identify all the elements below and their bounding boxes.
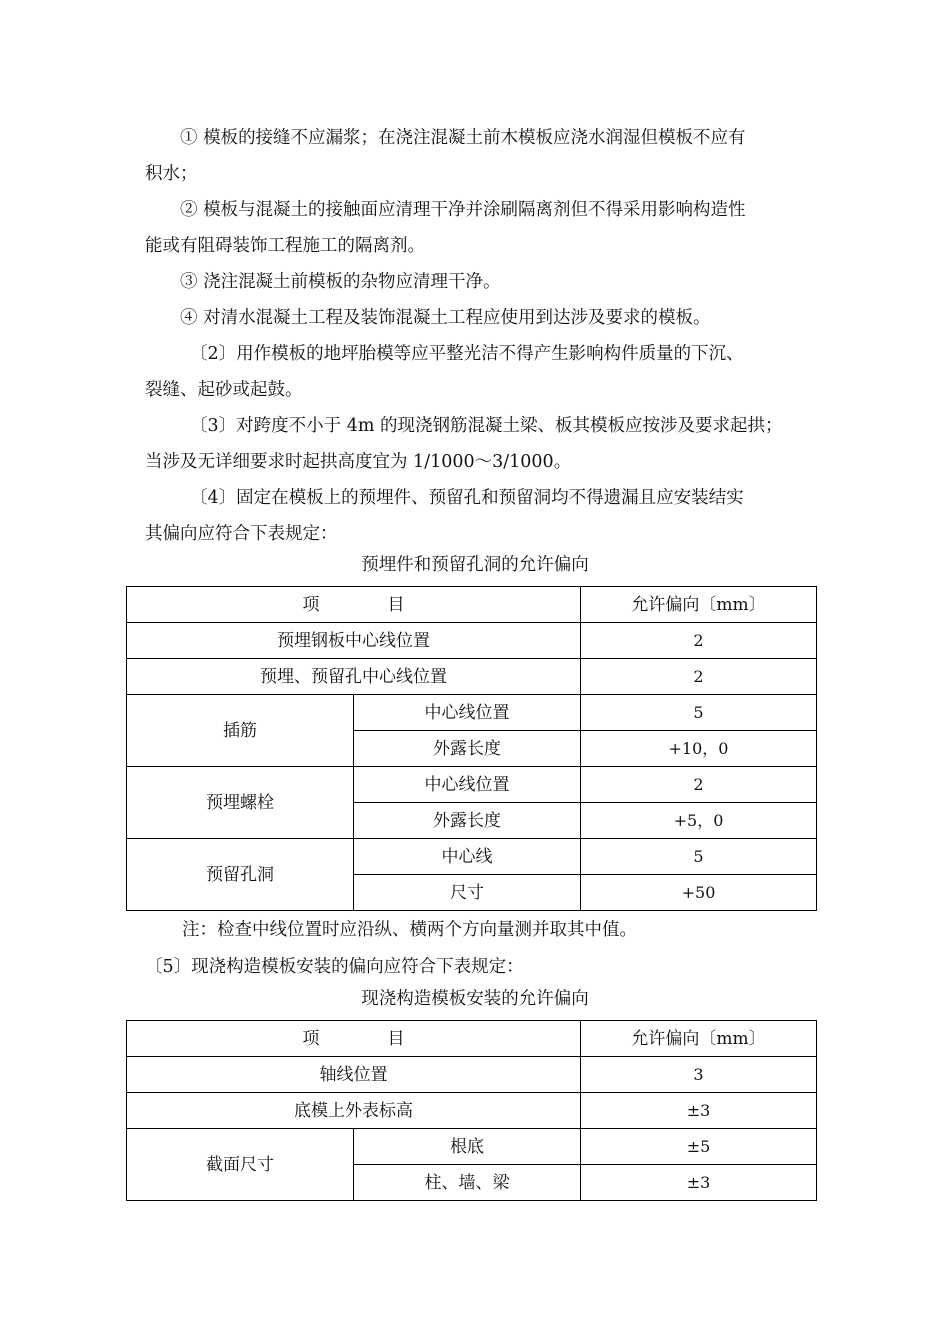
table-cell: 中心线位置: [354, 695, 581, 731]
table1-title: 预埋件和预留孔洞的允许偏向: [361, 555, 589, 575]
paragraph-2a: ② 模板与混凝土的接触面应清理干净并涂刷隔离剂但不得采用影响构造性: [180, 200, 746, 220]
paragraph-4: ④ 对清水混凝土工程及装饰混凝土工程应使用到达涉及要求的模板。: [180, 308, 711, 328]
table-cell: +50: [581, 875, 817, 911]
table-group-cell: 截面尺寸: [127, 1129, 354, 1201]
table-cell: 2: [581, 659, 817, 695]
table-group-cell: 插筋: [127, 695, 354, 767]
table-row: [127, 1093, 817, 1129]
table-cell: ±3: [581, 1093, 817, 1129]
table-group-cell: 预留孔洞: [127, 839, 354, 911]
table-row: [127, 587, 817, 623]
table-cell: 外露长度: [354, 803, 581, 839]
table-cell: +5，0: [581, 803, 817, 839]
table-row: [127, 1021, 817, 1057]
paragraph-6a: 〔3〕对跨度不小于 4m 的现浇钢筋混凝土梁、板其模板应按涉及要求起拱；: [190, 416, 783, 436]
table-cell: ±5: [581, 1129, 817, 1165]
table-cell: 柱、墙、梁: [354, 1165, 581, 1201]
paragraph-8: 〔5〕现浇构造模板安装的偏向应符合下表规定：: [145, 957, 524, 977]
table2-header-item: 项 目: [127, 1021, 581, 1057]
table-row: [127, 1129, 817, 1165]
paragraph-1b: 积水；: [145, 164, 198, 184]
paragraph-1a: ① 模板的接缝不应漏浆；在浇注混凝土前木模板应浇水润湿但模板不应有: [180, 128, 746, 148]
table1: [126, 586, 817, 911]
table1-header-dev: 允许偏向〔mm〕: [581, 587, 817, 623]
paragraph-3: ③ 浇注混凝土前模板的杂物应清理干净。: [180, 272, 501, 292]
table2-header-dev: 允许偏向〔mm〕: [581, 1021, 817, 1057]
table-cell: 预埋钢板中心线位置: [127, 623, 581, 659]
table-cell: 预埋、预留孔中心线位置: [127, 659, 581, 695]
table1-note: 注：检查中线位置时应沿纵、横两个方向量测并取其中值。: [182, 920, 637, 940]
paragraph-7b: 其偏向应符合下表规定：: [145, 524, 338, 544]
table-cell: 2: [581, 767, 817, 803]
table-cell: ±3: [581, 1165, 817, 1201]
paragraph-7a: 〔4〕固定在模板上的预埋件、预留孔和预留洞均不得遗漏且应安装结实: [190, 488, 744, 508]
table-cell: 5: [581, 839, 817, 875]
table-row: [127, 695, 817, 731]
table2-title: 现浇构造模板安装的允许偏向: [361, 989, 589, 1009]
table-row: [127, 1057, 817, 1093]
table-cell: 3: [581, 1057, 817, 1093]
table-group-cell: 预埋螺栓: [127, 767, 354, 839]
table1-header-item: 项 目: [127, 587, 581, 623]
table-cell: 中心线位置: [354, 767, 581, 803]
table-cell: 底模上外表标高: [127, 1093, 581, 1129]
paragraph-5b: 裂缝、起砂或起鼓。: [145, 380, 303, 400]
table-cell: 中心线: [354, 839, 581, 875]
paragraph-6b: 当涉及无详细要求时起拱高度宜为 1/1000～3/1000。: [145, 452, 572, 472]
table-cell: 尺寸: [354, 875, 581, 911]
table-row: [127, 659, 817, 695]
table-cell: 根底: [354, 1129, 581, 1165]
table-cell: 2: [581, 623, 817, 659]
table-row: [127, 623, 817, 659]
table-row: [127, 767, 817, 803]
paragraph-5a: 〔2〕用作模板的地坪胎模等应平整光洁不得产生影响构件质量的下沉、: [190, 344, 744, 364]
table-cell: 5: [581, 695, 817, 731]
table-cell: 轴线位置: [127, 1057, 581, 1093]
table2: [126, 1020, 817, 1201]
table-cell: 外露长度: [354, 731, 581, 767]
table-row: [127, 839, 817, 875]
paragraph-2b: 能或有阻碍装饰工程施工的隔离剂。: [145, 236, 425, 256]
table-cell: +10，0: [581, 731, 817, 767]
